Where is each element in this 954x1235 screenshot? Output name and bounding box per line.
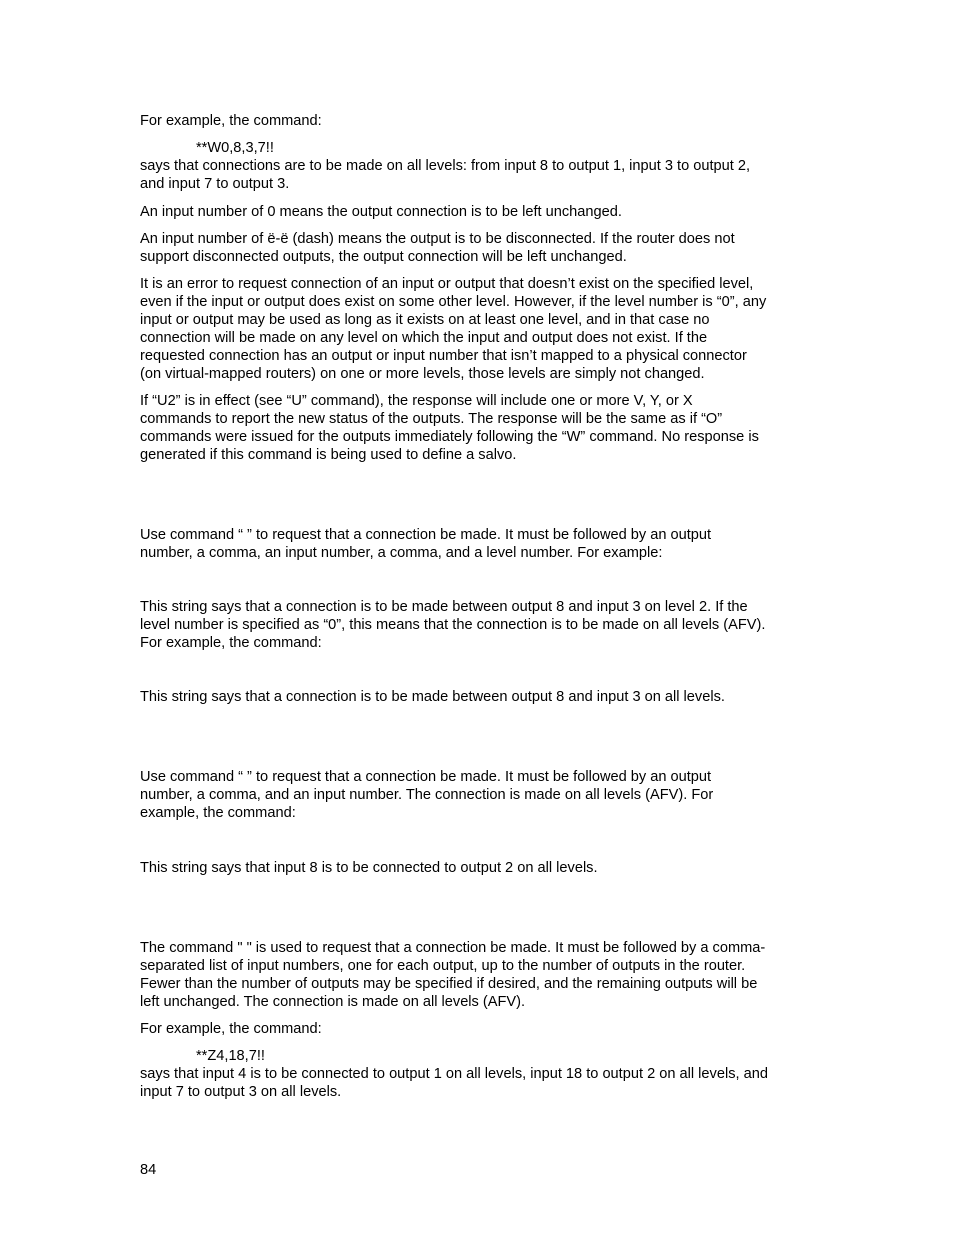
z-example-command: **Z4,18,7!! [196,1048,265,1064]
x-intro-line-2: number, a comma, an input number, a comma, and a level number. For example: [140,545,663,561]
w-example-explanation-line-2: and input 7 to output 3. [140,176,290,192]
w-error-line-4: connection will be made on any level on which the input and output does not exist. If the [140,330,708,346]
z-intro-line-2: separated list of input numbers, one for each output, up to the number of outputs in the router. [140,958,746,974]
w-dash-input-line-1: An input number of ë-ë (dash) means the output is to be disconnected. If the router does not [140,231,735,247]
z-intro-line-3: Fewer than the number of outputs may be specified if desired, and the remaining outputs will be [140,976,758,992]
w-error-line-6: (on virtual-mapped routers) on one or more levels, those levels are simply not changed. [140,366,705,382]
y-intro-line-1: Use command “ ” to request that a connection be made. It must be followed by an output [140,769,712,785]
z-intro-line-4: left unchanged. The connection is made on all levels (AFV). [140,994,526,1010]
w-dash-input-line-2: support disconnected outputs, the output connection will be left unchanged. [140,249,627,265]
w-error-line-5: requested connection has an output or input number that isn’t mapped to a physical connector [140,348,747,364]
x-explanation-all-levels: This string says that a connection is to be made between output 8 and input 3 on all levels. [140,689,725,705]
w-example-command: **W0,8,3,7!! [196,140,274,156]
w-u2-line-2: commands to report the new status of the outputs. The response will be the same as if “O” [140,411,723,427]
x-explanation-line-1: This string says that a connection is to be made between output 8 and input 3 on level 2. If the [140,599,748,615]
y-intro-line-3: example, the command: [140,805,296,821]
z-example-intro: For example, the command: [140,1021,322,1037]
y-intro-line-2: number, a comma, and an input number. The connection is made on all levels (AFV). For [140,787,714,803]
w-error-line-1: It is an error to request connection of an input or output that doesn’t exist on the specified level, [140,276,754,292]
x-intro-line-1: Use command “ ” to request that a connection be made. It must be followed by an output [140,527,712,543]
z-example-explanation-line-2: input 7 to output 3 on all levels. [140,1084,342,1100]
y-explanation: This string says that input 8 is to be connected to output 2 on all levels. [140,860,598,876]
w-example-explanation-line-1: says that connections are to be made on all levels: from input 8 to output 1, input 3 to output 2, [140,158,751,174]
page-number: 84 [140,1162,157,1178]
z-example-explanation-line-1: says that input 4 is to be connected to output 1 on all levels, input 18 to output 2 on all levels, and [140,1066,768,1082]
w-error-line-3: input or output may be used as long as it exists on at least one level, and in that case no [140,312,710,328]
w-u2-line-3: commands were issued for the outputs immediately following the “W” command. No response is [140,429,759,445]
w-error-line-2: even if the input or output does exist on some other level. However, if the level number is “0”, any [140,294,767,310]
x-explanation-line-2: level number is specified as “0”, this means that the connection is to be made on all levels (AFV). [140,617,766,633]
z-intro-line-1: The command " " is used to request that a connection be made. It must be followed by a comma- [140,940,766,956]
w-example-intro: For example, the command: [140,113,322,129]
w-zero-input-paragraph: An input number of 0 means the output connection is to be left unchanged. [140,204,622,220]
x-explanation-line-3: For example, the command: [140,635,322,651]
w-u2-line-1: If “U2” is in effect (see “U” command), the response will include one or more V, Y, or X [140,393,693,409]
w-u2-line-4: generated if this command is being used to define a salvo. [140,447,517,463]
